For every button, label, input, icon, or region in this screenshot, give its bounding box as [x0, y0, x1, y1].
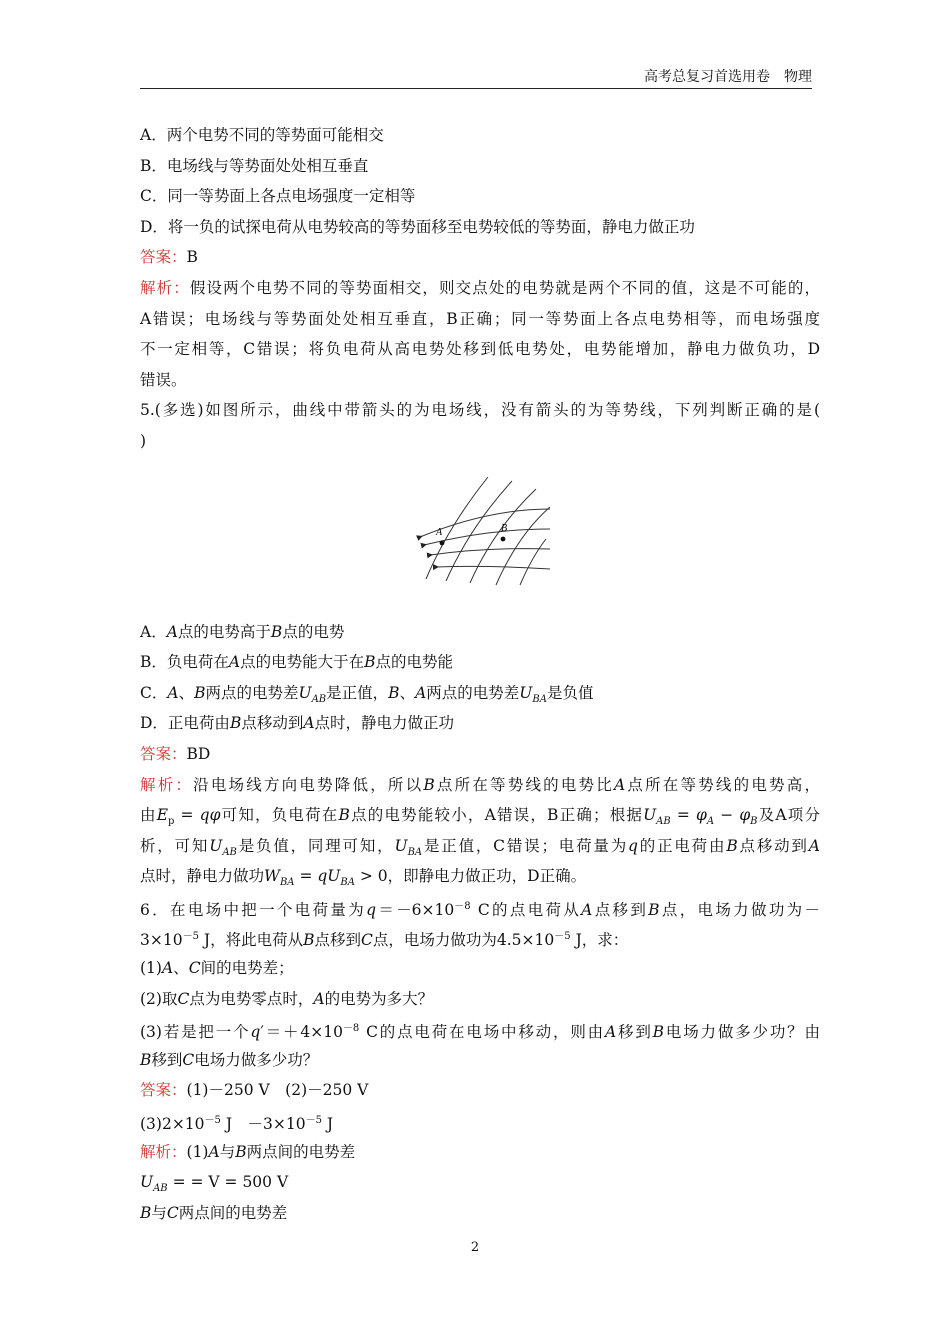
label-b: B: [501, 522, 508, 534]
answer-value: B: [186, 248, 198, 267]
equipotential-line: [470, 489, 536, 583]
document-body: [140, 120, 820, 1228]
q5-analysis-line-1: 解析：沿电场线方向电势降低，所以B点所在等势线的电势比A点所在等势线的电势高，: [140, 775, 820, 794]
q5-option-a: A．A点的电势高于B点的电势: [140, 622, 345, 641]
q5-option-c: C．A、B两点的电势差$U_{AB}$是正值，B、A两点的电势差$U_{BA}$是负值: [140, 683, 594, 705]
q4-analysis-line-2: A错误；电场线与等势面处处相互垂直，B正确；同一等势面上各点电势相等，而电场强度: [140, 309, 820, 328]
q4-analysis-line-4: 错误。: [140, 370, 187, 389]
q4-option-c: C．同一等势面上各点电场强度一定相等: [140, 187, 416, 206]
q6-analysis-3: B与C两点间的电势差: [140, 1203, 288, 1222]
q4-analysis-line-3: 不一定相等，C错误；将负电荷从高电势处移到低电势处，电势能增加，静电力做负功，D: [140, 340, 820, 359]
q5-option-d: D．正电荷由B点移动到A点时，静电力做正功: [140, 714, 455, 733]
analysis-label: 解析：: [140, 278, 190, 297]
q4-answer: [140, 242, 820, 273]
q4-analysis-line-1: 解析：假设两个电势不同的等势面相交，则交点处的电势就是两个不同的值，这是不可能的，: [140, 278, 820, 297]
q6-sub-2: (2)取C点为电势零点时，A的电势为多大？: [140, 989, 434, 1008]
field-line-figure: [140, 457, 820, 617]
q5-answer: 答案：BD: [140, 744, 211, 763]
q5-analysis-line-3: 析，可知$U_{AB}$是负值，同理可知，$U_{BA}$是正值，C错误；电荷量为q的正电荷由B点移动到A: [140, 836, 820, 858]
q6-stem-line-2: $3\times 10^{-5}$ J，将此电荷从B点移到C点，电场力做功为$4.5\times 10^{-5}$ J，求：: [140, 931, 629, 950]
q6-stem-line-1: 6．在电场中把一个电荷量为$q=-6\times 10^{-8}$ C的点电荷从A点移到B点，电场力做功为－: [140, 900, 820, 920]
q6-answer-1: 答案：(1)－250 V (2)－250 V: [140, 1081, 369, 1100]
page-header: [140, 66, 812, 89]
point-a: [440, 540, 445, 545]
q6-analysis-1: 解析：(1)A与B两点间的电势差: [140, 1142, 356, 1161]
q4-option-a: A．两个电势不同的等势面可能相交: [140, 126, 384, 144]
q4-option-d: D．将一负的试探电荷从电势较高的等势面移至电势较低的等势面，静电力做正功: [140, 217, 695, 236]
q6-analysis-2: $U_{AB}$ = = V = 500 V: [140, 1173, 289, 1195]
field-diagram: [408, 467, 550, 587]
point-b: [501, 536, 506, 541]
q5-option-b: B．负电荷在A点的电势能大于在B点的电势能: [140, 653, 454, 672]
field-line: [430, 548, 550, 554]
q6-answer-2: $(3)2\times 10^{-5}$ J $-3\times 10^{-5}$ J: [140, 1115, 334, 1134]
q5-stem: 5.(多选)如图所示，曲线中带箭头的为电场线，没有箭头的为等势线，下列判断正确的是(: [140, 401, 820, 420]
field-line: [436, 566, 550, 569]
q6-sub-3-cont: B移到C电场力做多少功？: [140, 1050, 319, 1069]
equipotential-line: [520, 539, 546, 585]
equipotential-line: [496, 507, 550, 585]
q6-sub-3: (3)若是把一个$q'=+4\times 10^{-8}$ C的点电荷在电场中移动，则由A移到B电场力做多少功？由: [140, 1023, 820, 1042]
label-a: A: [436, 526, 443, 538]
q5-analysis-line-2: 由$E_p = q\varphi$可知，负电荷在B点的电势能较小，A错误，B正确；根据$U_{AB} = \varphi_A - \varphi_B$及A项分: [140, 806, 820, 828]
q6-sub-1: (1)A、C间的电势差；: [140, 959, 294, 978]
q4-option-b: B．电场线与等势面处处相互垂直: [140, 156, 369, 175]
page-number: 2: [470, 1240, 480, 1255]
q5-analysis-line-4: 点时，静电力做功$W_{BA} = qU_{BA} > 0$，即静电力做正功，D正确。: [140, 867, 587, 889]
q5-stem-close: ): [140, 431, 147, 450]
answer-label: 答案：: [140, 248, 187, 267]
header-title: 高考总复习首选用卷 物理: [644, 69, 812, 85]
